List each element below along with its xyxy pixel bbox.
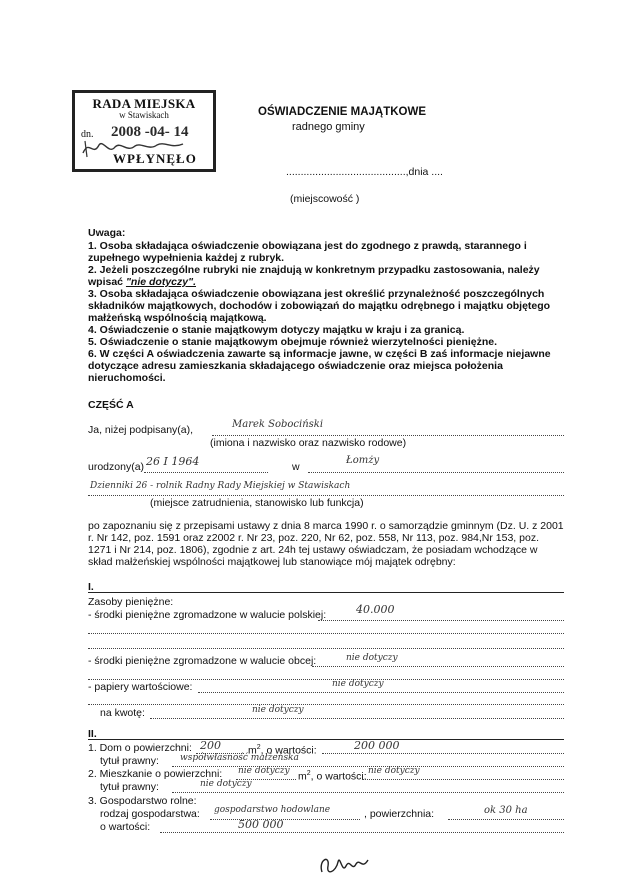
signer-name-field[interactable]: Marek Sobociński xyxy=(232,419,324,430)
securities-line xyxy=(198,692,564,693)
law-line: po zapoznaniu się z przepisami ustawy z dnia 8 marca 1990 r. o samorządzie gminnym (Dz. U. z 2001 xyxy=(88,520,564,532)
house-value-line xyxy=(322,753,564,754)
section-1-numeral: I. xyxy=(88,581,94,593)
farm-area-field[interactable]: ok 30 ha xyxy=(484,805,528,816)
signature xyxy=(316,850,322,851)
farm-label: 3. Gospodarstwo rolne: xyxy=(88,795,197,807)
note-line-wpisac xyxy=(88,276,568,288)
born-label: urodzony(a) xyxy=(88,461,145,473)
title1-label: tytuł prawny: xyxy=(100,755,159,767)
farm-kind-field[interactable]: gospodarstwo hodowlane xyxy=(214,805,331,815)
note-line: 3. Osoba składająca oświadczenie obowiązana jest określić przynależność poszczególnych xyxy=(88,288,545,300)
farm-value-line xyxy=(160,832,564,833)
law-line: r. Nr 142, poz. 1591 oraz z2002 r. Nr 23, poz. 220, Nr 62, poz. 558, Nr 113, poz. 984,Nr 153, poz. xyxy=(88,532,539,544)
farm-value-field[interactable]: 500 000 xyxy=(238,818,284,831)
amount-field[interactable]: nie dotyczy xyxy=(252,705,304,715)
part-a-heading: CZĘŚĆ A xyxy=(88,399,134,411)
house-label: 1. Dom o powierzchni: xyxy=(88,742,192,754)
note-wpisac: wpisać xyxy=(88,276,124,288)
stamp-date: 2008 -04- 14 xyxy=(111,124,189,140)
house-value-field[interactable]: 200 000 xyxy=(354,739,400,752)
farm-value-label: o wartości: xyxy=(100,821,151,833)
born-date-field[interactable]: 26 I 1964 xyxy=(146,455,200,468)
house-value-label: , o wartości: xyxy=(260,744,317,757)
farm-area-label: , powierzchnia: xyxy=(364,808,435,820)
flat-unit: $m^2$, o wartości: xyxy=(298,770,367,783)
assets-label: Zasoby pieniężne: xyxy=(88,596,174,608)
signer-caption: (imiona i nazwisko oraz nazwisko rodowe) xyxy=(210,437,407,449)
law-paragraph xyxy=(88,520,568,568)
signer-line xyxy=(212,435,564,436)
flat-value-line xyxy=(362,779,564,780)
note-line: składników majątkowych, dochodów i zobowiązań do majątku odrębnego i majątku objętego xyxy=(88,300,551,312)
title2-label: tytuł prawny: xyxy=(100,781,159,793)
farm-kind-label: rodzaj gospodarstwa: xyxy=(100,808,200,820)
securities-label: - papiery wartościowe: xyxy=(88,681,193,693)
pln-label: - środki pieniężne zgromadzone w walucie polskiej: xyxy=(88,609,327,621)
employment-line xyxy=(88,495,564,496)
foreign-line xyxy=(312,666,564,667)
signature-mark xyxy=(316,850,372,882)
stamp-dn: dn. xyxy=(81,129,94,140)
note-line: 4. Oświadczenie o stanie majątkowym dotyczy majątku w kraju i za granicą. xyxy=(88,324,465,336)
foreign-field[interactable]: nie dotyczy xyxy=(346,653,398,663)
blank-line xyxy=(88,704,564,705)
note-line: zupełnego wypełnienia każdej z rubryk. xyxy=(88,252,285,264)
blank-line xyxy=(88,633,564,634)
stamp-subtitle: w Stawiskach xyxy=(119,110,169,120)
notes-list xyxy=(88,240,568,384)
title2-line xyxy=(172,792,564,793)
note-line: małżeńską wspólnością majątkową. xyxy=(88,312,267,324)
stamp-received-label: WPŁYNĘŁO xyxy=(113,151,197,166)
section-2-rule xyxy=(88,739,564,740)
title1-field[interactable]: współwłasność małżeńska xyxy=(180,753,299,763)
note-line: dotyczące adresu zamieszkania składającego oświadczenie oraz miejsca położenia xyxy=(88,360,503,372)
farm-kind-line xyxy=(210,819,360,820)
house-area-field[interactable]: 200 xyxy=(200,739,221,752)
blank-line xyxy=(88,679,564,680)
flat-unit-m: m xyxy=(298,770,307,783)
note-line: nieruchomości. xyxy=(88,372,166,384)
section-2-numeral: II. xyxy=(88,728,97,740)
law-line: 1271 i Nr 214, poz. 1806), zgodnie z art. 24h tej ustawy oświadczam, że posiadam wchodzące w xyxy=(88,544,538,556)
born-w-label: w xyxy=(292,461,300,473)
note-line: 5. Oświadczenie o stanie majątkowym obejmuje również wierzytelności pieniężne. xyxy=(88,336,498,348)
received-stamp xyxy=(72,90,216,172)
note-line: 1. Osoba składająca oświadczenie obowiązana jest do zgodnego z prawdą, starannego i xyxy=(88,240,527,252)
notes-heading: Uwaga: xyxy=(88,227,126,239)
title2-field[interactable]: nie dotyczy xyxy=(200,779,252,789)
house-unit: $m^2$, o wartości: xyxy=(248,744,317,757)
flat-value-label: , o wartości: xyxy=(310,770,367,783)
amount-line xyxy=(150,718,564,719)
farm-area-line xyxy=(448,819,564,820)
place-caption: (miejscowość ) xyxy=(290,193,360,205)
amount-label: na kwotę: xyxy=(100,707,145,719)
flat-label: 2. Mieszkanie o powierzchni: xyxy=(88,768,223,780)
employment-field[interactable]: Dzienniki 26 - rolnik Radny Rady Miejskiej w Stawiskach xyxy=(90,481,351,491)
flat-value-field[interactable]: nie dotyczy xyxy=(368,766,420,776)
house-unit-m: m xyxy=(248,744,257,757)
blank-line xyxy=(88,648,564,649)
place-date-line: .........................................,dnia .... xyxy=(286,166,443,178)
nie-dotyczy-emphasis: "nie dotyczy". xyxy=(125,276,197,288)
law-line: skład małżeńskiej wspólności majątkowej lub stanowiące mój majątek odrębny: xyxy=(88,556,456,568)
document-subtitle: radnego gminy xyxy=(292,121,365,133)
securities-field[interactable]: nie dotyczy xyxy=(332,679,384,689)
employment-caption: (miejsce zatrudnienia, stanowisko lub funkcja) xyxy=(150,497,364,509)
signer-label: Ja, niżej podpisany(a), xyxy=(88,424,194,436)
section-1-rule xyxy=(88,592,564,593)
pln-field[interactable]: 40.000 xyxy=(356,603,395,616)
born-place-field[interactable]: Łomży xyxy=(346,455,380,466)
born-place-line xyxy=(308,472,564,473)
note-line: 6. W części A oświadczenia zawarte są informacje jawne, w części B zaś informacje niejawne xyxy=(88,348,551,360)
foreign-label: - środki pieniężne zgromadzone w walucie obcej: xyxy=(88,655,317,667)
document-title: OŚWIADCZENIE MAJĄTKOWE xyxy=(258,106,427,118)
flat-area-field[interactable]: nie dotyczy xyxy=(238,766,290,776)
pln-line xyxy=(318,620,564,621)
note-line: 2. Jeżeli poszczególne rubryki nie znajdują w konkretnym przypadku zastosowania, należy xyxy=(88,264,540,276)
born-date-line xyxy=(144,472,268,473)
stamp-title: RADA MIEJSKA xyxy=(92,96,196,111)
